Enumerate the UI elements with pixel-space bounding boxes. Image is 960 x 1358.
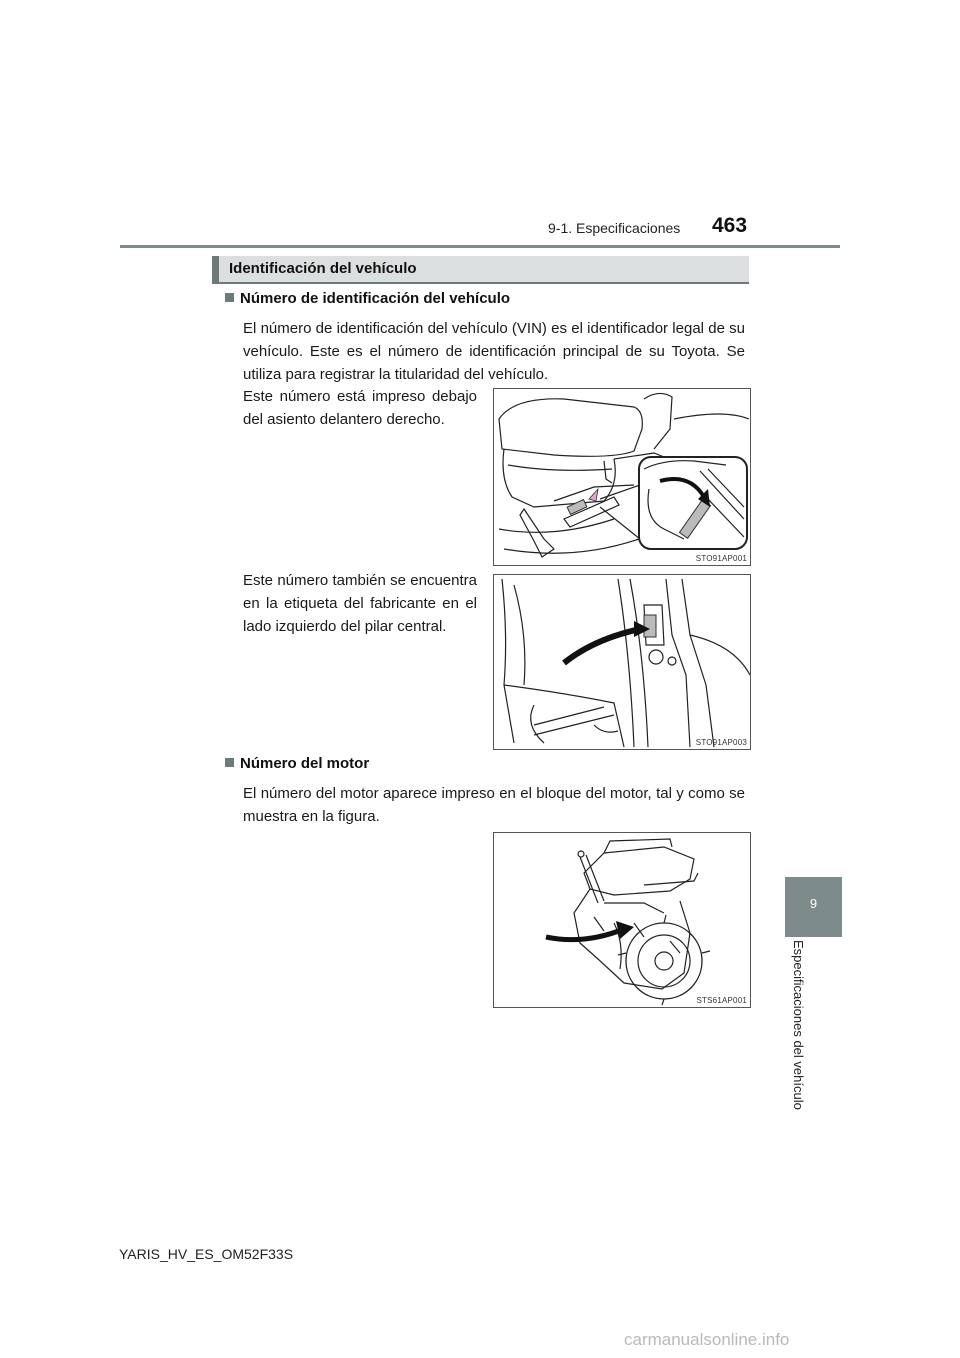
figure-seat-code: STO91AP001 [695, 554, 747, 563]
bullet-square-icon [225, 293, 234, 302]
figure-engine-number [493, 832, 751, 1008]
header-section-title: 9-1. Especificaciones [548, 220, 681, 236]
vin-location-seat-text: Este número está impreso debajo del asiento delantero derecho. [243, 388, 477, 428]
figure-engine-code: STS61AP001 [696, 996, 747, 1005]
seat-vin-illustration [494, 389, 750, 565]
engine-illustration [494, 833, 750, 1007]
vin-heading [225, 290, 510, 307]
chapter-label-vertical [788, 940, 808, 1120]
chapter-label: Especificaciones del vehículo [791, 940, 806, 1110]
vin-location-pillar-text: Este número también se encuentra en la etiqueta del fabricante en el lado izquierdo del pilar central. [243, 572, 477, 635]
vin-intro-paragraph: El número de identificación del vehículo (VIN) es el identificador legal de su vehículo. Este es el número de identificación principal de su Toyota. Se utiliza para registrar la titularidad del vehículo. [243, 320, 745, 383]
section-heading-bar [212, 256, 749, 282]
vin-heading-text: Número de identificación del vehículo [240, 290, 511, 307]
figure-pillar-code: STO91AP003 [695, 738, 747, 747]
figure-seat-vin [493, 388, 751, 566]
engine-heading-text: Número del motor [240, 755, 370, 772]
pillar-vin-illustration [494, 575, 750, 749]
figure-pillar-vin [493, 574, 751, 750]
watermark-text: carmanualsonline.info [624, 1330, 790, 1349]
footer-document-code: YARIS_HV_ES_OM52F33S [119, 1246, 294, 1262]
chapter-number: 9 [809, 896, 818, 911]
engine-intro-paragraph: El número del motor aparece impreso en el bloque del motor, tal y como se muestra en la figura. [243, 785, 745, 825]
engine-heading [225, 755, 369, 772]
page-number: 463 [712, 214, 748, 237]
chapter-tab [785, 877, 842, 937]
header-rule [120, 245, 840, 248]
section-title: Identificación del vehículo [229, 260, 417, 277]
bullet-square-icon [225, 758, 234, 767]
